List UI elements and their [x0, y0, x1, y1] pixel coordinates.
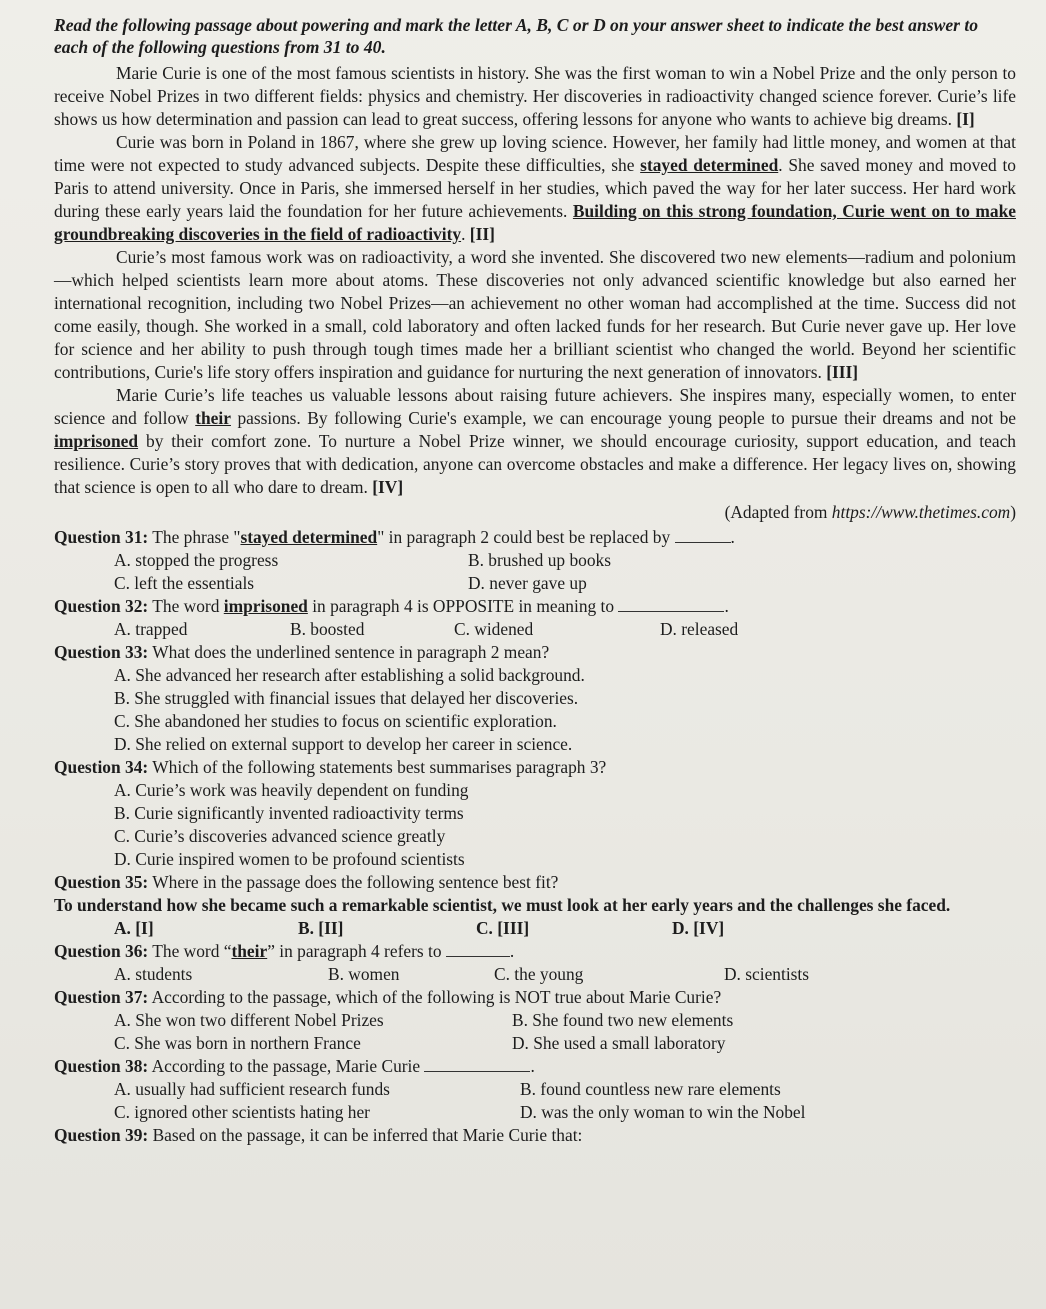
source-citation — [54, 501, 1016, 524]
p2-underline-stayed-determined: stayed determined — [640, 155, 779, 175]
source-prefix: (Adapted from — [724, 502, 828, 522]
question-32-text-a: The word — [152, 596, 220, 616]
p4-text-b: passions. By following Curie's example, we can encourage young people to pursue their dreams and not be — [237, 408, 1016, 428]
question-38-end: . — [530, 1056, 535, 1076]
question-31 — [54, 526, 1016, 595]
option-d[interactable]: D. She relied on external support to develop her career in science. — [114, 734, 573, 754]
question-36-stem — [54, 940, 1016, 963]
option-a[interactable]: A. students — [114, 964, 193, 984]
option-a[interactable]: A. She advanced her research after establishing a solid background. — [114, 665, 585, 685]
option-b[interactable]: B. [II] — [298, 918, 344, 938]
p2-text-c: . — [461, 224, 466, 244]
instructions: Read the following passage about powering and mark the letter A, B, C or D on your answer sheet to indicate the best answer to each of the following questions from 31 to 40. — [54, 15, 979, 57]
option-c[interactable]: C. the young — [494, 964, 584, 984]
source-url: https://www.thetimes.com — [831, 502, 1011, 522]
question-32-text-b: in paragraph 4 is OPPOSITE in meaning to — [312, 596, 615, 616]
option-b[interactable]: B. found countless new rare elements — [520, 1079, 781, 1099]
option-b[interactable]: B. boosted — [290, 619, 365, 639]
paragraph-3 — [54, 246, 1016, 384]
option-d[interactable]: D. Curie inspired women to be profound scientists — [114, 849, 465, 869]
option-d[interactable]: D. scientists — [724, 964, 810, 984]
p1-tag: [I] — [956, 109, 975, 129]
question-37-stem — [54, 986, 1016, 1009]
p1-text: Marie Curie is one of the most famous scientists in history. She was the first woman to win a Nobel Prize and the only person to receive Nobel Prizes in two different fields: physics and chemistry. Her discoveries in radioactivity changed science forever. Curie’s life shows us how determination and passion can lead to great success, offering lessons for anyone who wants to achieve big dreams. — [54, 63, 1016, 129]
option-a[interactable]: A. [I] — [114, 918, 154, 938]
p4-text-a: Marie Curie’s life teaches us valuable lessons about raising future achievers. She inspires many, especially women, to enter science and follow — [54, 385, 1016, 428]
question-32-end: . — [724, 596, 729, 616]
source-suffix: ) — [1010, 502, 1016, 522]
question-36-end: . — [509, 941, 515, 961]
option-b[interactable]: B. Curie significantly invented radioactivity terms — [114, 803, 464, 823]
option-c[interactable]: C. [III] — [476, 918, 530, 938]
question-37-number: Question 37: — [54, 987, 149, 1007]
p3-tag: [III] — [826, 362, 859, 382]
question-32-options — [114, 618, 1016, 641]
question-34-text: Which of the following statements best summarises paragraph 3? — [152, 757, 607, 777]
p4-text-c: by their comfort zone. To nurture a Nobel Prize winner, we should encourage curiosity, support education, and teach resilience. Curie’s story proves that with dedication, anyone can overcome obstacles and make a difference. Her legacy lives on, showing that science is open to all who dare to dream. — [54, 431, 1016, 497]
paragraph-1 — [54, 62, 1016, 131]
question-35-sentence: To understand how she became such a remarkable scientist, we must look at her early years and the challenges she faced. — [54, 895, 951, 915]
question-39 — [54, 1124, 1016, 1147]
question-39-number: Question 39: — [54, 1125, 149, 1145]
option-c[interactable]: C. widened — [454, 619, 534, 639]
question-33-stem — [54, 641, 1016, 664]
answer-blank[interactable] — [424, 1057, 530, 1072]
question-35-options — [114, 917, 1016, 940]
p4-tag: [IV] — [372, 477, 404, 497]
question-34-stem — [54, 756, 1016, 779]
question-36-options — [114, 963, 1016, 986]
option-d[interactable]: D. [IV] — [672, 918, 725, 938]
question-32 — [54, 595, 1016, 641]
question-31-options — [114, 549, 1016, 595]
question-31-text-a: The phrase " — [152, 527, 241, 547]
p3-text: Curie’s most famous work was on radioactivity, a word she invented. She discovered two new elements—radium and polonium—which helped scientists learn more about atoms. These discoveries not only advanced scientific knowledge but also earned her international recognition, including two Nobel Prizes—an achievement no other woman had accomplished at the time. Success did not come easily, though. She worked in a small, cold laboratory and often lacked funds for her research. But Curie never gave up. Her love for science and her ability to push through tough times made her a brilliant scientist who changed the world. Beyond her scientific contributions, Curie's life story offers inspiration and guidance for nurturing the next generation of innovators. — [54, 247, 1016, 382]
question-32-stem — [54, 595, 1016, 618]
question-38-stem — [54, 1055, 1016, 1078]
option-b[interactable]: B. She found two new elements — [512, 1010, 734, 1030]
option-a[interactable]: A. stopped the progress — [114, 550, 279, 570]
p4-underline-imprisoned: imprisoned — [54, 431, 139, 451]
question-35-text: Where in the passage does the following sentence best fit? — [152, 872, 559, 892]
question-31-text-b: " in paragraph 2 could best be replaced by — [377, 527, 671, 547]
question-39-text: Based on the passage, it can be inferred that Marie Curie that: — [152, 1125, 583, 1145]
paragraph-2 — [54, 131, 1016, 246]
option-c[interactable]: C. ignored other scientists hating her — [114, 1102, 370, 1122]
question-36-text-a: The word “ — [152, 941, 232, 961]
p4-underline-their: their — [195, 408, 231, 428]
question-39-stem — [54, 1124, 1016, 1147]
option-a[interactable]: A. She won two different Nobel Prizes — [114, 1010, 384, 1030]
question-35-stem — [54, 871, 1016, 894]
p2-underlined-sentence: Building on this strong foundation, Curie went on to make groundbreaking discoveries in the field of radioactivity — [54, 201, 1016, 244]
p2-text-b: . She saved money and moved to Paris to attend university. Once in Paris, she immersed herself in her studies, which paved the way for her later success. Her hard work during these early years laid the foundation for her future achievements. — [54, 155, 1016, 221]
question-31-end: . — [730, 527, 735, 547]
question-32-underline: imprisoned — [223, 596, 308, 616]
question-34-options — [114, 779, 1016, 871]
question-31-number: Question 31: — [54, 527, 149, 547]
option-c[interactable]: C. left the essentials — [114, 573, 255, 593]
question-33-number: Question 33: — [54, 642, 149, 662]
option-b[interactable]: B. women — [328, 964, 400, 984]
question-38 — [54, 1055, 1016, 1124]
paragraph-4 — [54, 384, 1016, 499]
answer-blank[interactable] — [618, 597, 724, 612]
option-d[interactable]: D. She used a small laboratory — [512, 1033, 726, 1053]
question-33-options — [114, 664, 1016, 756]
question-38-text: According to the passage, Marie Curie — [151, 1056, 421, 1076]
question-31-underline: stayed determined — [240, 527, 378, 547]
option-c[interactable] — [114, 1032, 512, 1055]
question-38-number: Question 38: — [54, 1056, 149, 1076]
p2-text-a: Curie was born in Poland in 1867, where she grew up loving science. However, her family had little money, and women at that time were not expected to study advanced subjects. Despite these difficulties, she — [54, 132, 1016, 175]
question-37-options — [114, 1009, 1016, 1055]
question-37-text: According to the passage, which of the following is NOT true about Marie Curie? — [151, 987, 722, 1007]
question-36-underline: their — [231, 941, 268, 961]
p2-tag: [II] — [469, 224, 495, 244]
question-32-number: Question 32: — [54, 596, 149, 616]
option-d[interactable]: D. was the only woman to win the Nobel — [520, 1102, 806, 1122]
question-38-options — [114, 1078, 1016, 1124]
question-33-text: What does the underlined sentence in paragraph 2 mean? — [152, 642, 550, 662]
option-a[interactable]: A. usually had sufficient research funds — [114, 1079, 390, 1099]
option-c-label: C. She was born in northern France — [114, 1033, 361, 1053]
question-31-stem — [54, 526, 1016, 549]
option-c[interactable]: C. She abandoned her studies to focus on scientific exploration. — [114, 711, 557, 731]
option-b[interactable]: B. She struggled with financial issues that delayed her discoveries. — [114, 688, 579, 708]
question-33 — [54, 641, 1016, 756]
question-35 — [54, 871, 1016, 940]
question-36-text-b: ” in paragraph 4 refers to — [267, 941, 442, 961]
passage — [54, 62, 1016, 524]
option-a[interactable]: A. trapped — [114, 619, 188, 639]
answer-blank[interactable] — [446, 942, 510, 957]
question-37 — [54, 986, 1016, 1055]
option-b[interactable]: B. brushed up books — [468, 550, 611, 570]
question-35-number: Question 35: — [54, 872, 149, 892]
question-34 — [54, 756, 1016, 871]
option-d[interactable]: D. released — [660, 619, 739, 639]
option-a[interactable]: A. Curie’s work was heavily dependent on funding — [114, 780, 469, 800]
option-c[interactable]: C. Curie’s discoveries advanced science greatly — [114, 826, 446, 846]
question-36-number: Question 36: — [54, 941, 149, 961]
question-34-number: Question 34: — [54, 757, 149, 777]
option-d[interactable]: D. never gave up — [468, 573, 587, 593]
answer-blank[interactable] — [675, 528, 731, 543]
question-36 — [54, 940, 1016, 986]
